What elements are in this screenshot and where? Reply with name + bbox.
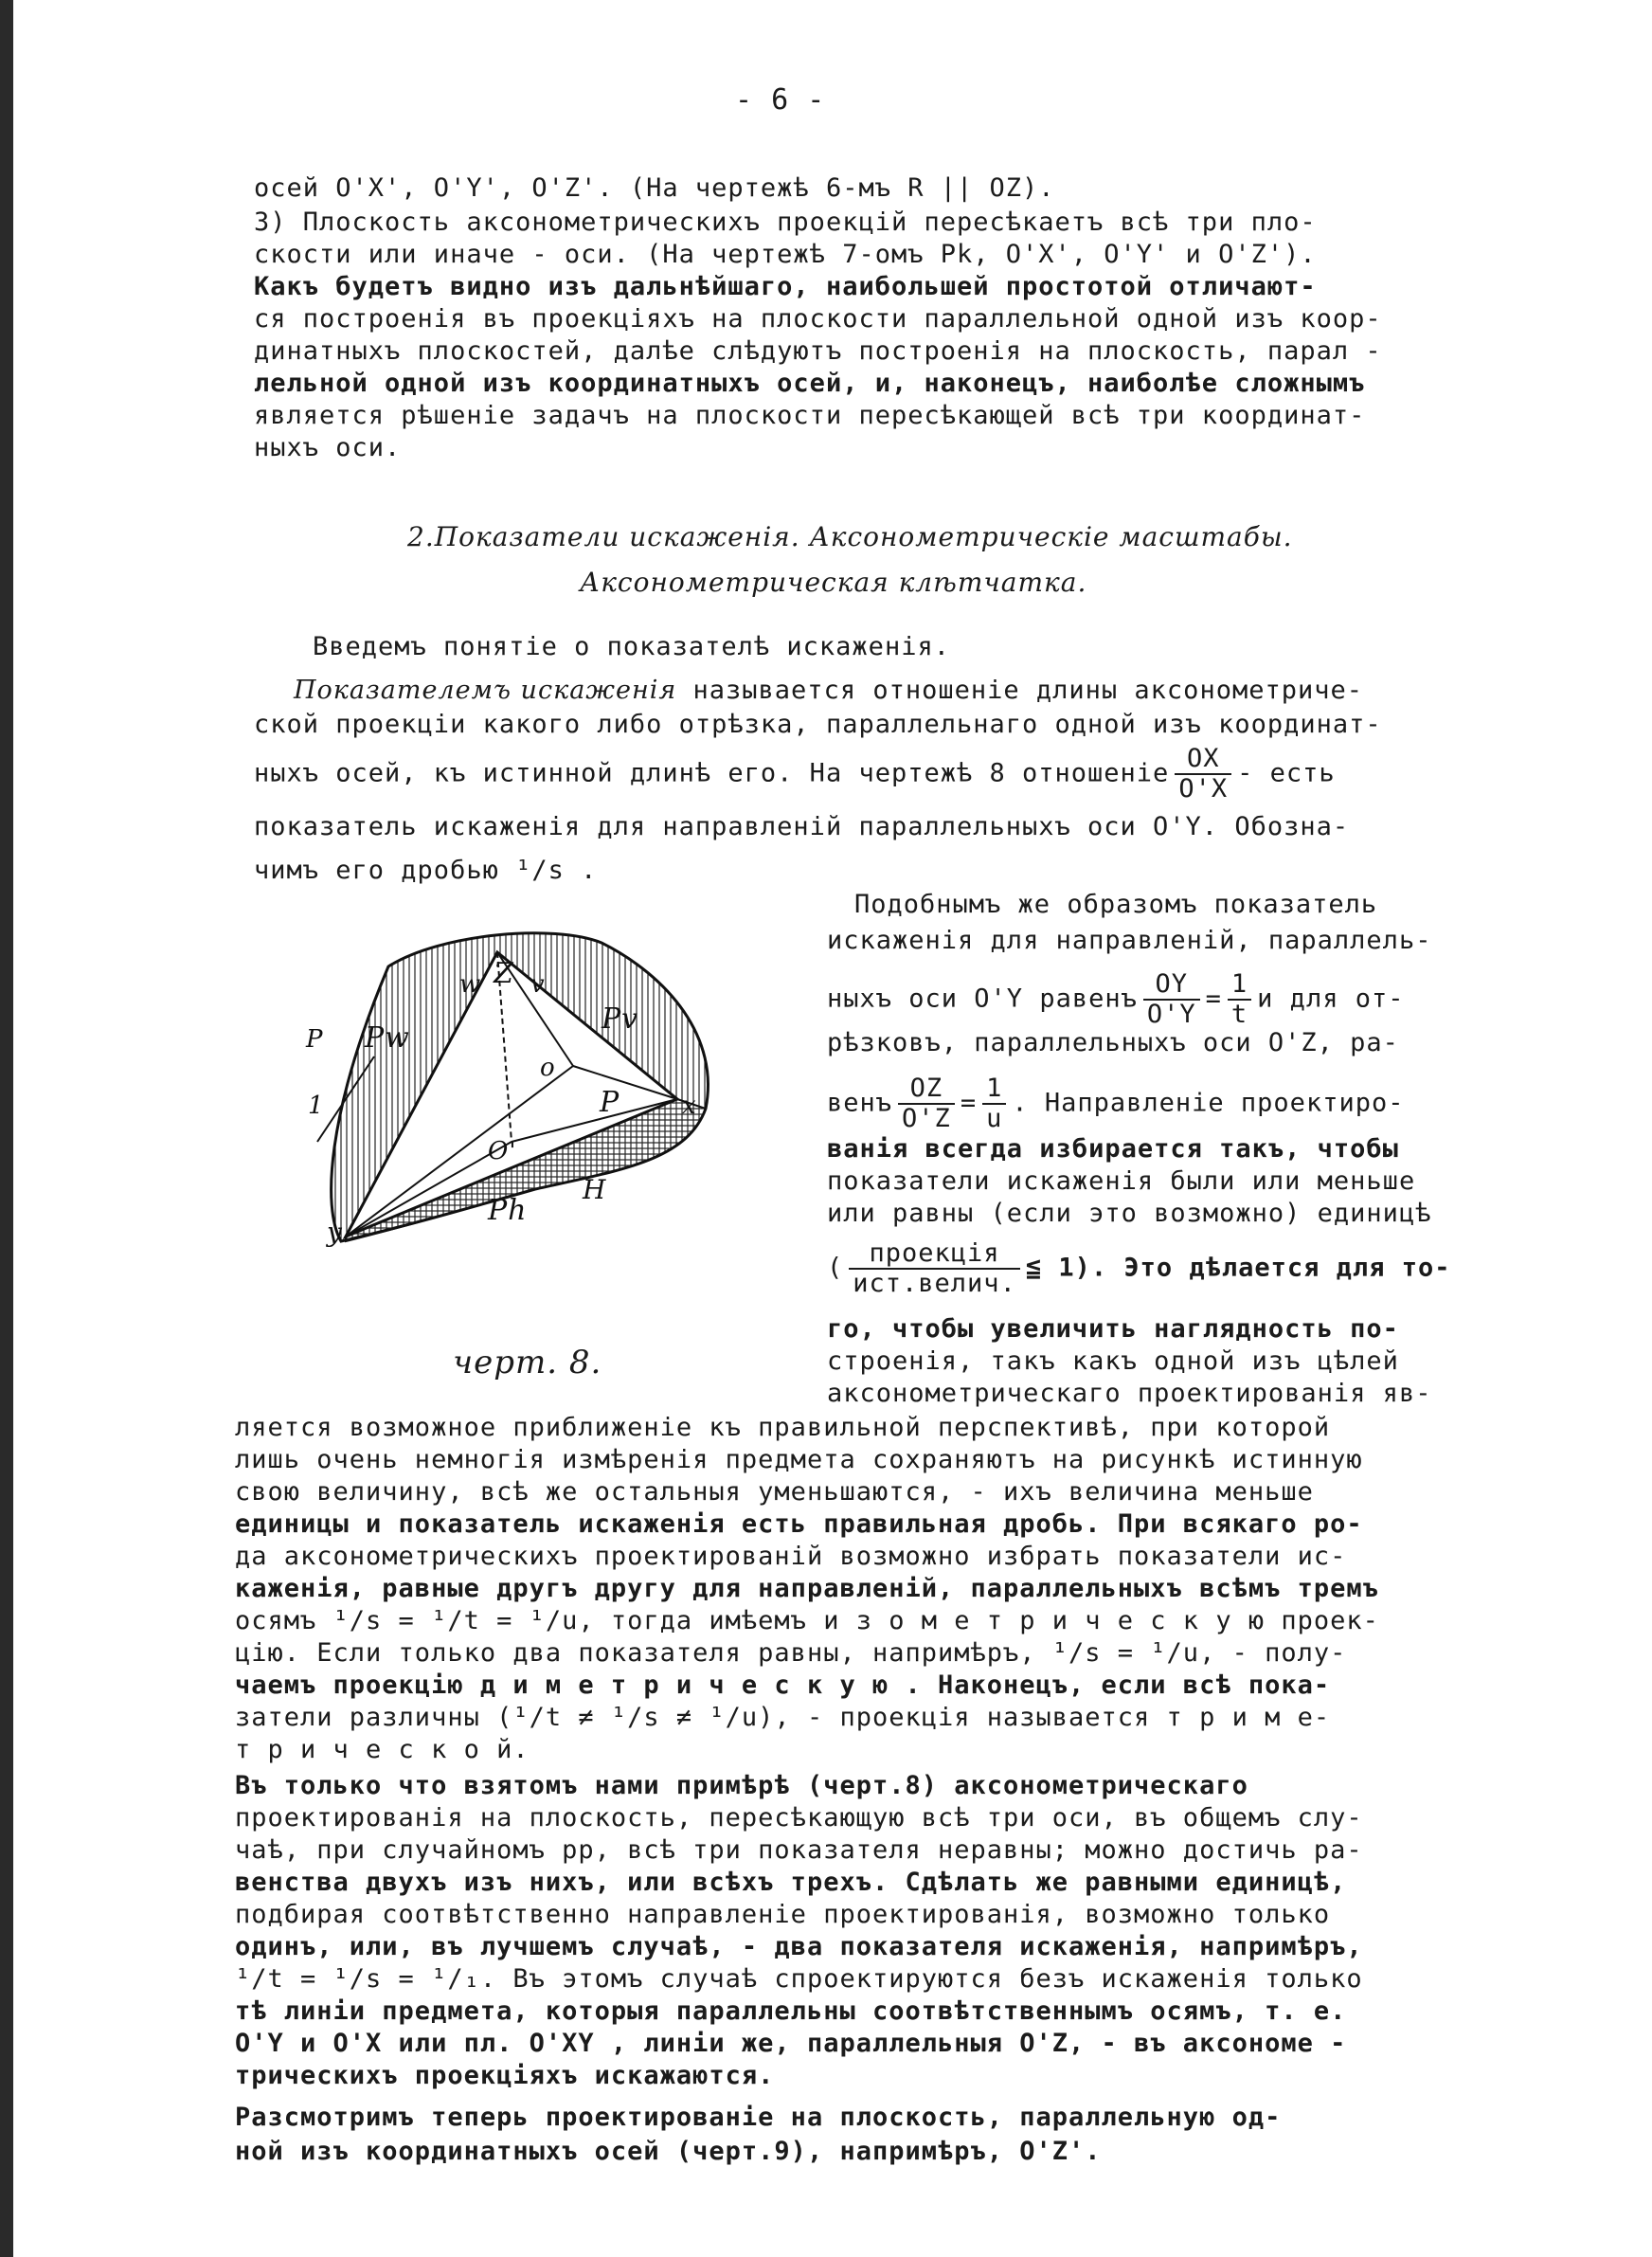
text-line: да аксонометрическихъ проектированій возможно избрать показатели ис- (235, 1542, 1347, 1571)
text-line: трическихъ проекціяхъ искажаются. (235, 2061, 775, 2090)
fraction-ox (1175, 745, 1231, 803)
right-text: = (1205, 984, 1222, 1014)
text-line: цію. Если только два показателя равны, напримѣръ, ¹/s = ¹/u, - полу- (235, 1638, 1347, 1668)
label-ph: Ph (488, 1194, 528, 1227)
section-subheading: Аксонометрическая клѣтчатка. (580, 567, 1087, 598)
scan-edge (0, 0, 13, 2257)
text-line: проектированія на плоскость, пересѣкающую всѣ три оси, въ общемъ слу- (235, 1803, 1363, 1833)
fraction-denominator: ист.велич. (853, 1269, 1016, 1298)
definition-line-5: чимъ его дробью ¹/s . (254, 856, 598, 885)
fraction-oz (898, 1074, 955, 1133)
text-line: Въ только что взятомъ нами примѣрѣ (черт.8) аксонометрическаго (235, 1771, 1248, 1800)
label-h: H (583, 1174, 607, 1205)
definition-line-1 (294, 675, 1363, 707)
fraction-1-u (982, 1074, 1006, 1133)
right-text: . Направленіе проектиро- (1012, 1088, 1405, 1118)
text-line: тѣ линіи предмета, которыя параллельны соотвѣтственнымъ осямъ, т. е. (235, 1996, 1347, 2026)
right-text: и для от- (1257, 984, 1405, 1014)
text-line: ляется возможное приближеніе къ правильной перспективѣ, при которой (235, 1413, 1331, 1442)
text-line: подбирая соотвѣтственно направленіе проектированія, возможно только (235, 1900, 1331, 1929)
text-line: 3) Плоскость аксонометрическихъ проекцій пересѣкаетъ всѣ три пло- (254, 208, 1317, 237)
label-one: 1 (308, 1092, 325, 1120)
text-line: ся построенія въ проекціяхъ на плоскости параллельной одной изъ коор- (254, 304, 1382, 334)
fraction-oy (1143, 970, 1200, 1029)
fraction-numerator: OZ (898, 1074, 955, 1105)
definition-term: Показателемъ искаженія (294, 676, 677, 705)
right-line: ванія всегда избирается такъ, чтобы (827, 1134, 1399, 1164)
text-line: Какъ будетъ видно изъ дальнѣйшаго, наибольшей простотой отличают- (254, 272, 1317, 301)
right-line: Подобнымъ же образомъ показатель (854, 890, 1378, 919)
text-line: затели различны (¹/t ≠ ¹/s ≠ ¹/u), - проекція называется т р и м е- (235, 1703, 1331, 1732)
fraction-denominator: O'X (1178, 774, 1229, 803)
fraction-denominator: u (986, 1104, 1003, 1133)
text-line: чаѣ, при случайномъ рр, всѣ три показателя неравны; можно достичь ра- (235, 1835, 1363, 1865)
right-text: венъ (827, 1088, 893, 1118)
text-line: является рѣшеніе задачъ на плоскости пересѣкающей всѣ три координат- (254, 401, 1366, 430)
label-pv: Pv (602, 1002, 639, 1036)
definition-line-4: показатель искаженія для направленій параллельныхъ оси O'Y. Обозна- (254, 812, 1350, 841)
label-p-plane: P (600, 1086, 620, 1119)
text-line: динатныхъ плоскостей, далѣе слѣдуютъ построенія на плоскость, парал - (254, 336, 1382, 366)
text-line: лельной одной изъ координатныхъ осей, и, наконецъ, наиболѣе сложнымъ (254, 369, 1366, 398)
text-line: Разсмотримъ теперь проектированіе на плоскость, параллельную од- (235, 2103, 1282, 2132)
fraction-denominator: t (1230, 1000, 1248, 1029)
fraction-numerator: 1 (982, 1074, 1006, 1105)
label-z: Z (494, 957, 514, 990)
right-line: ( $\frac{\text{проекція}}{\text{ист.велич.}}$ ≦ 1). Это дѣлается для то- (827, 1238, 1451, 1298)
text-line: ной изъ координатныхъ осей (черт.9), напримѣръ, O'Z'. (235, 2137, 1102, 2166)
label-o-prime: O' (488, 1137, 517, 1165)
definition-rest: называется отношеніе длины аксонометриче- (676, 676, 1363, 705)
text-line: венства двухъ изъ нихъ, или всѣхъ трехъ. Сдѣлать же равными единицѣ, (235, 1868, 1347, 1897)
definition-text: - есть (1237, 758, 1336, 788)
label-y: y (327, 1217, 343, 1248)
right-line: рѣзковъ, параллельныхъ оси O'Z, ра- (827, 1028, 1399, 1057)
fraction-numerator: OX (1175, 745, 1231, 775)
intro-line: Введемъ понятіе о показателѣ искаженія. (313, 632, 950, 661)
right-line: искаженія для направленій, параллель- (827, 926, 1432, 955)
fraction-numerator: 1 (1228, 970, 1251, 1001)
fraction-numerator: OY (1143, 970, 1200, 1001)
figure-caption: черт. 8. (453, 1344, 602, 1381)
label-w: w (459, 970, 482, 999)
text-line: скости или иначе - оси. (На чертежѣ 7-омъ Pk, O'X', O'Y' и O'Z'). (254, 240, 1317, 269)
text-line: ныхъ оси. (254, 433, 402, 462)
fraction-denominator: O'Y (1146, 1000, 1196, 1029)
figure-8-drawing (298, 924, 744, 1322)
text-line: ¹/t = ¹/s = ¹/₁. Въ этомъ случаѣ спроектируются безъ искаженія только (235, 1964, 1363, 1994)
section-heading: 2.Показатели искаженія. Аксонометрическіе масштабы. (407, 521, 1293, 552)
label-o: o (540, 1054, 556, 1082)
right-line (827, 970, 1404, 1029)
fraction-denominator: O'Z (902, 1104, 951, 1133)
text-line: осей O'X', O'Y', O'Z'. (На чертежѣ 6-мъ R || OZ). (254, 173, 1055, 203)
right-text: = (960, 1088, 978, 1118)
text-line: лишь очень немногія измѣренія предмета сохраняютъ на рисункѣ истинную (235, 1445, 1363, 1474)
definition-line-2: ской проекціи какого либо отрѣзка, параллельнаго одной изъ координат- (254, 710, 1382, 739)
fraction-1-t (1228, 970, 1251, 1029)
text-line: т р и ч е с к о й. (235, 1735, 530, 1764)
definition-text: ныхъ осей, къ истинной длинѣ его. На чертежѣ 8 отношеніе (254, 758, 1170, 788)
right-line (827, 1074, 1404, 1133)
text-line: осямъ ¹/s = ¹/t = ¹/u, тогда имѣемъ и з о м е т р и ч е с к у ю проек- (235, 1606, 1379, 1635)
label-x: x (682, 1092, 697, 1120)
text-line: свою величину, всѣ же остальныя уменьшаются, - ихъ величина меньше (235, 1477, 1314, 1507)
definition-line-3 (254, 745, 1336, 803)
right-line: или равны (если это возможно) единицѣ (827, 1199, 1432, 1228)
fraction-projection (849, 1239, 1020, 1298)
text-line: чаемъ проекцію д и м е т р и ч е с к у ю . Наконецъ, если всѣ пока- (235, 1670, 1331, 1700)
right-line: го, чтобы увеличить наглядность по- (827, 1314, 1399, 1344)
label-v: v (530, 970, 546, 999)
label-pw: Pw (365, 1021, 410, 1055)
page-number: - 6 - (735, 83, 826, 117)
text-line: каженія, равные другъ другу для направленій, параллельныхъ всѣмъ тремъ (235, 1574, 1379, 1603)
right-text: ≦ 1). Это дѣлается для то- (1025, 1253, 1451, 1283)
text-line: единицы и показатель искаженія есть правильная дробь. При всякаго ро- (235, 1509, 1363, 1539)
right-line: аксонометрическаго проектированія яв- (827, 1379, 1432, 1408)
text-line: O'Y и O'X или пл. O'XY , линіи же, параллельныя O'Z, - въ аксономе - (235, 2029, 1347, 2058)
right-text: ныхъ оси O'Y равенъ (827, 984, 1138, 1014)
right-line: показатели искаженія были или меньше (827, 1166, 1416, 1196)
text-line: одинъ, или, въ лучшемъ случаѣ, - два показателя искаженія, напримѣръ, (235, 1932, 1363, 1961)
fraction-numerator: проекція (849, 1239, 1020, 1270)
label-p: P (306, 1025, 324, 1054)
right-line: строенія, такъ какъ одной изъ цѣлей (827, 1346, 1399, 1376)
